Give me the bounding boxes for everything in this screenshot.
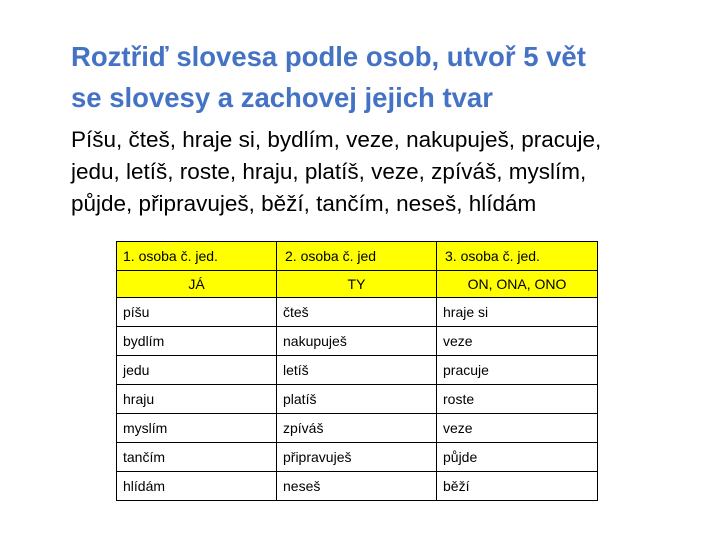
verb-list-line-2: jedu, letíš, roste, hraju, platíš, veze, zpíváš, myslím, xyxy=(71,159,587,184)
table-row xyxy=(117,443,598,472)
table-cell: připravuješ xyxy=(277,443,437,472)
table-cell: myslím xyxy=(117,414,277,443)
slide-title xyxy=(71,36,691,118)
verb-list-line-1: Píšu, čteš, hraje si, bydlím, veze, nakupuješ, pracuje, xyxy=(71,127,602,152)
pronoun-third-person: ON, ONA, ONO xyxy=(437,271,598,298)
header-third-person: 3. osoba č. jed. xyxy=(437,242,598,271)
table-row xyxy=(117,414,598,443)
table-cell: neseš xyxy=(277,472,437,501)
table-cell: veze xyxy=(437,414,598,443)
table-cell: jedu xyxy=(117,356,277,385)
table-cell: tančím xyxy=(117,443,277,472)
table-cell: píšu xyxy=(117,298,277,327)
table-cell: hlídám xyxy=(117,472,277,501)
table-cell: hraju xyxy=(117,385,277,414)
verb-list-line-3: půjde, připravuješ, běží, tančím, neseš, hlídám xyxy=(71,191,537,216)
table-cell: běží xyxy=(437,472,598,501)
title-line-2: se slovesy a zachovej jejich tvar xyxy=(71,82,493,113)
header-first-person: 1. osoba č. jed. xyxy=(117,242,277,271)
table-row xyxy=(117,298,598,327)
pronoun-second-person: TY xyxy=(277,271,437,298)
verb-list xyxy=(71,124,711,220)
table-cell: hraje si xyxy=(437,298,598,327)
table-cell: roste xyxy=(437,385,598,414)
table-row xyxy=(117,327,598,356)
table-row xyxy=(117,356,598,385)
table-cell: bydlím xyxy=(117,327,277,356)
table-cell: veze xyxy=(437,327,598,356)
table-cell: čteš xyxy=(277,298,437,327)
table-cell: půjde xyxy=(437,443,598,472)
table-cell: zpíváš xyxy=(277,414,437,443)
table-header-row xyxy=(117,242,598,271)
table-row xyxy=(117,385,598,414)
verb-person-table xyxy=(116,241,598,501)
table-pronoun-row xyxy=(117,271,598,298)
pronoun-first-person: JÁ xyxy=(117,271,277,298)
table-row xyxy=(117,472,598,501)
table-cell: pracuje xyxy=(437,356,598,385)
table-cell: platíš xyxy=(277,385,437,414)
table-cell: letíš xyxy=(277,356,437,385)
title-line-1: Roztřiď slovesa podle osob, utvoř 5 vět xyxy=(71,41,586,72)
table-cell: nakupuješ xyxy=(277,327,437,356)
header-second-person: 2. osoba č. jed xyxy=(277,242,437,271)
